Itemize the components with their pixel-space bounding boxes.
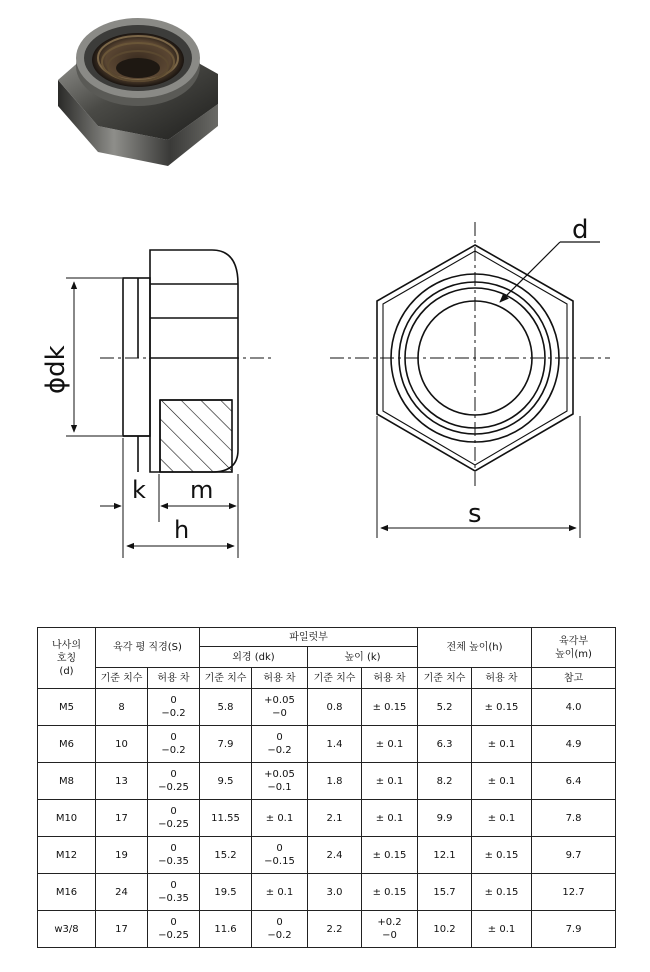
tolerance-line: −0.2 — [267, 745, 292, 756]
cell-hex-width: 13 — [96, 763, 148, 800]
cell-pilot-height: 1.4 — [308, 726, 362, 763]
spec-table-body — [38, 689, 616, 948]
subheader-tolerance: 허용 차 — [252, 668, 308, 689]
cell-pilot-height-tol — [362, 911, 418, 948]
subheader-nominal: 기준 치수 — [308, 668, 362, 689]
tolerance-line: ± 0.1 — [487, 738, 516, 750]
tolerance-line: 0 — [170, 917, 177, 928]
tolerance-line: +0.05 — [264, 769, 295, 780]
nut-photo — [50, 8, 230, 176]
tolerance-line: +0.2 — [377, 917, 402, 928]
tolerance-line: 0 — [170, 769, 177, 780]
cell-outer-dia-tol — [252, 726, 308, 763]
tolerance-line: −0.25 — [158, 782, 189, 793]
header-hex-width: 육각 평 직경(S) — [96, 628, 200, 668]
s-label: s — [468, 499, 482, 529]
table-row — [38, 800, 616, 837]
tolerance-line: ± 0.1 — [487, 775, 516, 787]
tolerance-line: ± 0.1 — [375, 738, 404, 750]
cell-hex-height: 7.8 — [532, 800, 616, 837]
header-outer-dia: 외경 (dk) — [200, 647, 308, 668]
cell-hex-height: 6.4 — [532, 763, 616, 800]
cell-outer-dia-tol — [252, 689, 308, 726]
cell-total-height-tol — [472, 874, 532, 911]
cell-total-height-tol — [472, 837, 532, 874]
cell-pilot-height: 0.8 — [308, 689, 362, 726]
subheader-tolerance: 허용 차 — [362, 668, 418, 689]
table-row — [38, 911, 616, 948]
cell-hex-width-tol — [148, 837, 200, 874]
cell-hex-width-tol — [148, 911, 200, 948]
cell-pilot-height-tol — [362, 800, 418, 837]
cell-outer-dia: 15.2 — [200, 837, 252, 874]
tolerance-line: −0.25 — [158, 819, 189, 830]
dk-label: ϕdk — [41, 345, 71, 394]
header-pilot-height: 높이 (k) — [308, 647, 418, 668]
cell-pilot-height-tol — [362, 837, 418, 874]
m-label: m — [190, 476, 214, 504]
cell-hex-width: 24 — [96, 874, 148, 911]
tolerance-line: −0.1 — [267, 782, 292, 793]
cell-thread: M10 — [38, 800, 96, 837]
tolerance-line: −0.2 — [161, 708, 186, 719]
cell-outer-dia: 9.5 — [200, 763, 252, 800]
tolerance-line: −0.2 — [267, 930, 292, 941]
header-total-height: 전체 높이(h) — [418, 628, 532, 668]
cell-pilot-height: 1.8 — [308, 763, 362, 800]
header-thread: 나사의 호칭 (d) — [38, 628, 96, 689]
subheader-nominal: 기준 치수 — [96, 668, 148, 689]
side-view — [123, 250, 238, 472]
d-label: d — [572, 215, 589, 245]
tolerance-line: 0 — [170, 880, 177, 891]
cell-total-height-tol — [472, 911, 532, 948]
cell-total-height: 6.3 — [418, 726, 472, 763]
cell-hex-width: 8 — [96, 689, 148, 726]
cell-thread: M8 — [38, 763, 96, 800]
header-hex-height: 육각부 높이(m) — [532, 628, 616, 668]
cell-outer-dia: 19.5 — [200, 874, 252, 911]
cell-hex-height: 4.9 — [532, 726, 616, 763]
cell-hex-height: 7.9 — [532, 911, 616, 948]
tolerance-line: −0.35 — [158, 856, 189, 867]
cell-outer-dia-tol — [252, 874, 308, 911]
subheader-reference: 참고 — [532, 668, 616, 689]
tolerance-line: ± 0.1 — [487, 923, 516, 935]
subheader-tolerance: 허용 차 — [148, 668, 200, 689]
tolerance-line: +0.05 — [264, 695, 295, 706]
cell-total-height-tol — [472, 763, 532, 800]
cell-thread: M12 — [38, 837, 96, 874]
cell-hex-width: 19 — [96, 837, 148, 874]
cell-outer-dia: 11.6 — [200, 911, 252, 948]
cell-hex-width-tol — [148, 874, 200, 911]
header-pilot: 파일럿부 — [200, 628, 418, 647]
cell-hex-height: 12.7 — [532, 874, 616, 911]
tolerance-line: ± 0.15 — [484, 886, 519, 898]
tolerance-line: ± 0.1 — [487, 812, 516, 824]
subheader-tolerance: 허용 차 — [472, 668, 532, 689]
cell-hex-width-tol — [148, 726, 200, 763]
cell-total-height-tol — [472, 726, 532, 763]
tolerance-line: ± 0.15 — [372, 849, 407, 861]
tolerance-line: ± 0.1 — [375, 775, 404, 787]
cell-pilot-height: 2.4 — [308, 837, 362, 874]
tolerance-line: −0.2 — [161, 745, 186, 756]
cell-thread: M6 — [38, 726, 96, 763]
cell-outer-dia: 5.8 — [200, 689, 252, 726]
h-label: h — [174, 516, 190, 544]
tolerance-line: ± 0.15 — [484, 701, 519, 713]
table-row — [38, 689, 616, 726]
cell-total-height: 9.9 — [418, 800, 472, 837]
tolerance-line: 0 — [170, 843, 177, 854]
cell-hex-height: 4.0 — [532, 689, 616, 726]
tolerance-line: −0.35 — [158, 893, 189, 904]
cell-outer-dia-tol — [252, 763, 308, 800]
cell-outer-dia-tol — [252, 800, 308, 837]
cell-total-height: 10.2 — [418, 911, 472, 948]
table-row — [38, 837, 616, 874]
cell-hex-width: 17 — [96, 800, 148, 837]
tolerance-line: 0 — [276, 917, 283, 928]
k-label: k — [132, 476, 146, 504]
cell-hex-width-tol — [148, 800, 200, 837]
tolerance-line: −0 — [272, 708, 287, 719]
tolerance-line: ± 0.15 — [372, 701, 407, 713]
cell-total-height: 5.2 — [418, 689, 472, 726]
cell-pilot-height: 3.0 — [308, 874, 362, 911]
tolerance-line: −0.15 — [264, 856, 295, 867]
table-row — [38, 874, 616, 911]
spec-table — [37, 627, 616, 948]
tolerance-line: ± 0.15 — [484, 849, 519, 861]
cell-hex-height: 9.7 — [532, 837, 616, 874]
cell-total-height: 8.2 — [418, 763, 472, 800]
tolerance-line: 0 — [170, 695, 177, 706]
cell-hex-width-tol — [148, 763, 200, 800]
cell-total-height: 12.1 — [418, 837, 472, 874]
tolerance-line: 0 — [276, 732, 283, 743]
cell-thread: M5 — [38, 689, 96, 726]
cell-outer-dia: 7.9 — [200, 726, 252, 763]
cell-total-height: 15.7 — [418, 874, 472, 911]
tolerance-line: ± 0.15 — [372, 886, 407, 898]
table-row — [38, 726, 616, 763]
cell-total-height-tol — [472, 689, 532, 726]
tolerance-line: ± 0.1 — [265, 812, 294, 824]
cell-thread: M16 — [38, 874, 96, 911]
tolerance-line: −0 — [382, 930, 397, 941]
cell-hex-width-tol — [148, 689, 200, 726]
tolerance-line: ± 0.1 — [265, 886, 294, 898]
tolerance-line: 0 — [276, 843, 283, 854]
cell-pilot-height-tol — [362, 874, 418, 911]
cell-pilot-height: 2.1 — [308, 800, 362, 837]
cell-total-height-tol — [472, 800, 532, 837]
dk-dimension — [66, 278, 122, 436]
subheader-nominal: 기준 치수 — [418, 668, 472, 689]
technical-drawing — [0, 180, 650, 580]
tolerance-line: 0 — [170, 732, 177, 743]
tolerance-line: −0.25 — [158, 930, 189, 941]
cell-pilot-height-tol — [362, 726, 418, 763]
tolerance-line: ± 0.1 — [375, 812, 404, 824]
cell-thread: w3/8 — [38, 911, 96, 948]
cell-hex-width: 10 — [96, 726, 148, 763]
subheader-nominal: 기준 치수 — [200, 668, 252, 689]
cell-pilot-height-tol — [362, 763, 418, 800]
cell-pilot-height-tol — [362, 689, 418, 726]
cell-outer-dia: 11.55 — [200, 800, 252, 837]
cell-outer-dia-tol — [252, 837, 308, 874]
tolerance-line: 0 — [170, 806, 177, 817]
cell-outer-dia-tol — [252, 911, 308, 948]
cell-hex-width: 17 — [96, 911, 148, 948]
cell-pilot-height: 2.2 — [308, 911, 362, 948]
table-row — [38, 763, 616, 800]
